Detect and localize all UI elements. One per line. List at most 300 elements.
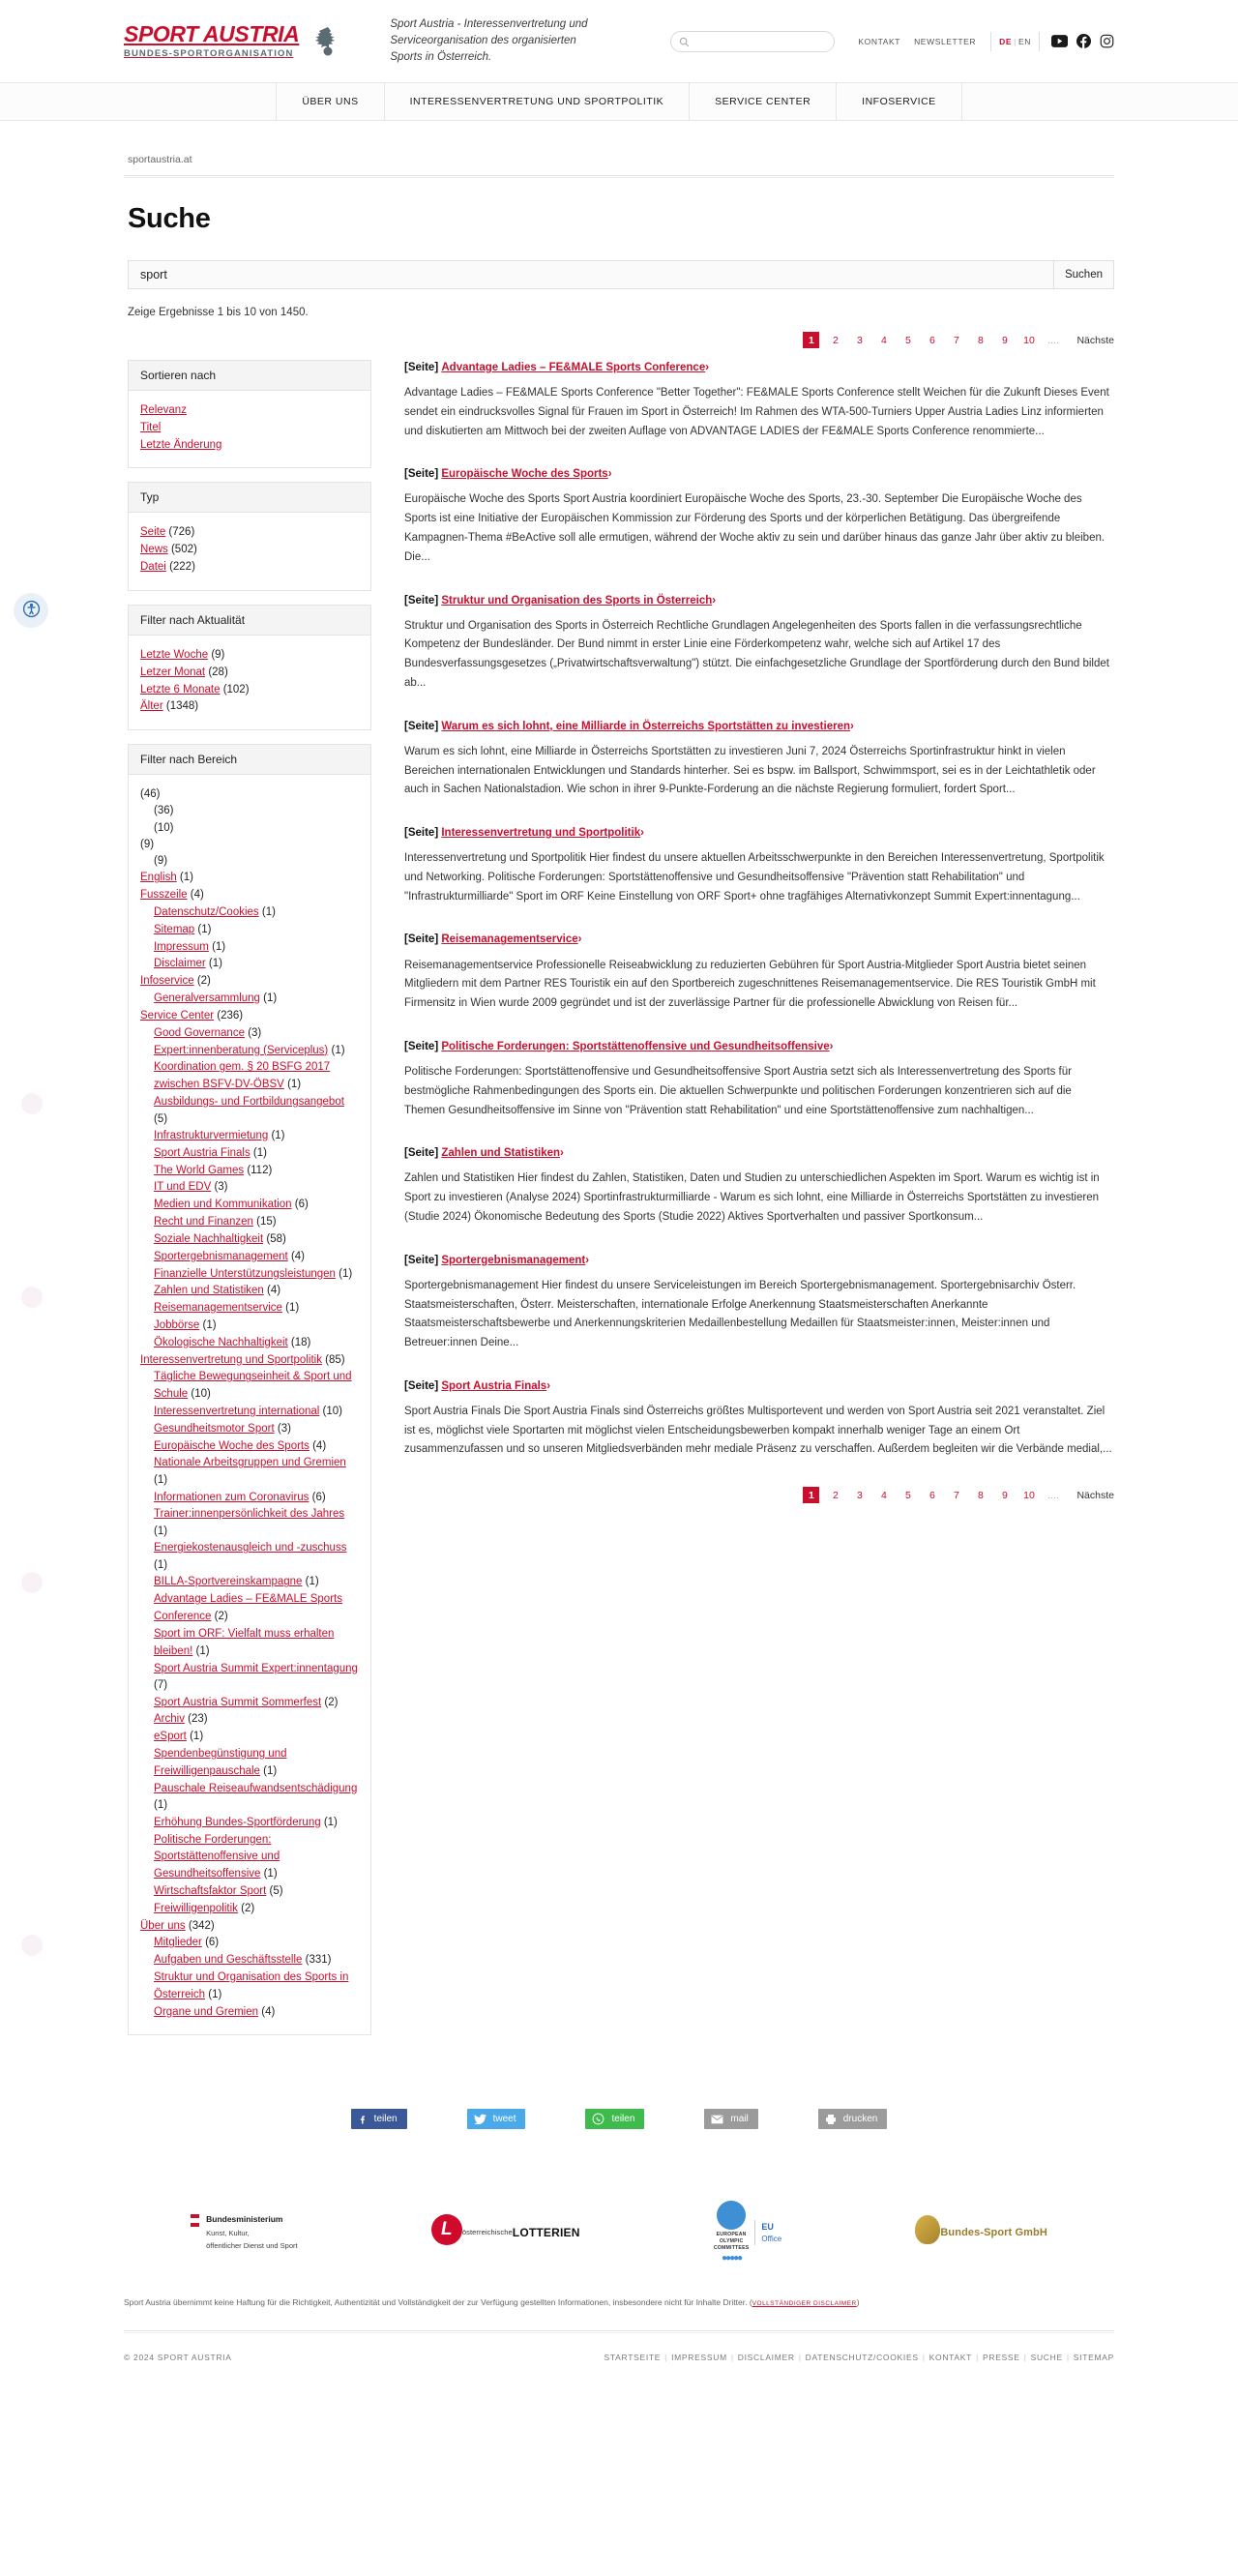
facet-count: (112) [247, 1164, 273, 1176]
divider [754, 2220, 755, 2245]
facet-item [140, 1918, 359, 1936]
facet-link[interactable]: The World Games [154, 1164, 245, 1176]
facet-item [140, 420, 359, 437]
footer-link-presse[interactable]: PRESSE [982, 2353, 1020, 2363]
facet-link[interactable]: Advantage Ladies – FE&MALE Sports Conference [154, 1593, 342, 1623]
facet-link[interactable]: Infrastrukturvermietung [154, 1130, 269, 1141]
facet-group [128, 744, 371, 2035]
facet-link[interactable]: English [140, 872, 177, 884]
disclaimer-link[interactable]: VOLLSTÄNDIGER DISCLAIMER [752, 2300, 857, 2308]
footer-link-suche[interactable]: SUCHE [1030, 2353, 1063, 2363]
facet-count: (1) [252, 1146, 267, 1159]
facet-link[interactable]: Fusszeile [140, 889, 188, 902]
share-bar [124, 2109, 1114, 2129]
page-5[interactable]: 5 [905, 1489, 911, 1501]
share-twitter-button[interactable] [467, 2109, 526, 2129]
facet-item [140, 887, 359, 904]
eoc-globe-icon [717, 2201, 746, 2230]
header-utility-bar [851, 32, 1114, 51]
facet-count: (222) [169, 561, 195, 574]
facet-item [140, 1626, 359, 1661]
facet-link[interactable]: Titel [140, 421, 162, 433]
result-title-link[interactable]: Zahlen und Statistiken [441, 1147, 561, 1160]
facet-count: (1) [212, 940, 226, 953]
facet-count: (4) [190, 889, 204, 902]
result-snippet: Advantage Ladies – FE&MALE Sports Conference "Better Together": FE&MALE Sports Conference stellt Weichen für die Zukunft Dieses Event sendet ein eindrucksvolles Signal für Frauen im Sport in Österreich! Im Rahmen des WTA-500-Turniers Upper Austria Ladies Linz informierten und diskutierten am Mittwoch bei der zweiten Auflage von ADVANTAGE LADIES der FE&MALE Sports Conference renommierte... [404, 387, 1109, 437]
facet-item [140, 1197, 359, 1214]
facet-link[interactable]: Spendenbegünstigung und Freiwilligenpauschale [154, 1748, 287, 1777]
facet-item [140, 437, 359, 455]
result-count: Zeige Ergebnisse 1 bis 10 von 1450. [128, 307, 309, 318]
chevron-right-icon: › [585, 1254, 590, 1266]
nav-item-service-center[interactable]: SERVICE CENTER [689, 83, 836, 120]
facet-count: (1) [263, 992, 278, 1005]
facet-title: Filter nach Bereich [129, 745, 370, 775]
footer-link-startseite[interactable]: STARTSEITE [604, 2353, 662, 2363]
facet-count: (1) [154, 1559, 168, 1572]
language-switcher[interactable] [999, 37, 1031, 46]
facet-link[interactable]: Generalversammlung [154, 992, 260, 1005]
facet-item [140, 956, 359, 973]
facet-item [140, 1043, 359, 1060]
disclaimer-section [0, 2296, 1238, 2309]
facet-link[interactable]: Pauschale Reiseaufwandsentschädigung [154, 1782, 358, 1794]
facet-count: (23) [188, 1713, 208, 1726]
search-input[interactable] [128, 260, 1054, 289]
accessibility-widget-button[interactable] [14, 593, 48, 628]
facet-count: (46) [140, 788, 161, 801]
divider [1039, 32, 1040, 51]
facet-item [140, 1404, 359, 1421]
facet-link[interactable]: Ökologische Nachhaltigkeit [154, 1336, 288, 1348]
facet-item [140, 1935, 359, 1952]
printer-icon [825, 2114, 837, 2125]
facet-link[interactable]: Finanzielle Unterstützungsleistungen [154, 1267, 336, 1280]
header-search-input[interactable] [690, 35, 826, 47]
site-logo[interactable] [124, 22, 347, 61]
share-facebook-button[interactable] [351, 2109, 407, 2129]
facet-count: (5) [269, 1884, 283, 1897]
divider: | [922, 2353, 926, 2363]
chevron-right-icon: › [607, 468, 612, 481]
facet-link[interactable]: Sport im ORF: Vielfalt muss erhalten bleiben! [154, 1627, 335, 1657]
facet-item [140, 1832, 359, 1883]
pagination-ellipsis: .... [1047, 334, 1059, 346]
facet-link[interactable]: Datenschutz/Cookies [154, 906, 259, 918]
partner-eu-label: EU [761, 2222, 774, 2233]
search-result-item [404, 1039, 1114, 1120]
result-title-link[interactable]: Interessenvertretung und Sportpolitik [441, 827, 641, 840]
result-title-row [404, 825, 1114, 841]
facet-count: (1) [179, 872, 193, 884]
decorative-dot [21, 1572, 43, 1593]
facet-count: (6) [294, 1199, 309, 1211]
facet-link[interactable]: Zahlen und Statistiken [154, 1285, 264, 1297]
facet-count: (1) [287, 1079, 302, 1091]
partner-line-1: österreichische [461, 2228, 513, 2237]
facet-link[interactable]: Good Governance [154, 1026, 245, 1039]
facet-link[interactable]: Trainer:innenpersönlichkeit des Jahres [154, 1508, 345, 1521]
site-header [0, 0, 1238, 82]
facet-link[interactable]: Sportergebnismanagement [154, 1250, 288, 1262]
share-label: teilen [611, 2114, 635, 2125]
facet-count: (2) [241, 1902, 255, 1914]
facet-link[interactable]: Letzte Woche [140, 648, 209, 661]
footer-link-datenschutz[interactable]: DATENSCHUTZ/COOKIES [805, 2353, 919, 2363]
facet-link[interactable]: Expert:innenberatung (Serviceplus) [154, 1044, 329, 1056]
page-7[interactable]: 7 [954, 334, 959, 346]
mail-icon [711, 2115, 723, 2124]
facet-link[interactable]: eSport [154, 1731, 187, 1743]
facet-item [140, 1266, 359, 1284]
facet-count: (1) [202, 1318, 217, 1331]
facet-count: (4) [290, 1250, 305, 1262]
facet-count: (2) [196, 975, 211, 988]
whatsapp-icon [592, 2113, 604, 2125]
facet-link[interactable]: BILLA-Sportvereinskampagne [154, 1576, 303, 1588]
facet-count: (10) [191, 1388, 211, 1401]
result-title-link[interactable]: Sportergebnismanagement [441, 1254, 586, 1266]
facet-count: (5) [154, 1112, 168, 1125]
eagle-icon [309, 22, 347, 61]
facet-item [140, 1231, 359, 1249]
accessibility-icon [22, 600, 41, 621]
facet-item [140, 922, 359, 939]
page-8[interactable]: 8 [978, 1489, 984, 1501]
page-1[interactable]: 1 [803, 1487, 819, 1503]
facet-link[interactable]: Ausbildungs- und Fortbildungsangebot [154, 1095, 344, 1108]
result-snippet: Zahlen und Statistiken Hier findest du Zahlen, Statistiken, Daten und Studien zu unterschiedlichen Aspekten im Sport. Warum es wichtig ist in Sport zu investieren (Analyse 2024) Sportinfrastrukturmilliarde - Warum es sich lohnt, eine Milliarde in Österreichs Sportstätten zu investieren (Studie 2024) Ökonomische Bedeutung des Sports (Studie 2022) Aktives Sportverhalten und passiver Sportkonsum... [404, 1172, 1100, 1223]
result-title-link[interactable]: Europäische Woche des Sports [441, 468, 608, 481]
facet-item [140, 1025, 359, 1043]
facet-link[interactable]: Recht und Finanzen [154, 1216, 253, 1229]
decorative-dot [21, 1935, 43, 1956]
page-4[interactable]: 4 [881, 334, 887, 346]
partner-eoc-eu-office[interactable] [714, 2201, 781, 2264]
pagination-next[interactable]: Nächste [1076, 1489, 1114, 1501]
partner-line-2: OLYMPIC [719, 2238, 744, 2245]
facet-link[interactable]: Infoservice [140, 975, 194, 988]
facet-link[interactable]: Erhöhung Bundes-Sportförderung [154, 1816, 321, 1828]
divider: | [798, 2353, 802, 2363]
result-title-link[interactable]: Reisemanagementservice [441, 933, 578, 946]
page-4[interactable]: 4 [881, 1489, 887, 1501]
share-label: drucken [842, 2114, 878, 2125]
facet-link[interactable]: Jobbörse [154, 1318, 200, 1331]
facet-count: (1) [154, 1799, 168, 1812]
page-6[interactable]: 6 [929, 334, 935, 346]
share-label: tweet [492, 2114, 516, 2125]
footer-link-impressum[interactable]: IMPRESSUM [671, 2353, 727, 2363]
facet-count: (3) [248, 1026, 262, 1039]
facet-item [140, 1179, 359, 1197]
nav-item-interessenvertretung[interactable]: INTERESSENVERTRETUNG UND SPORTPOLITIK [384, 83, 690, 120]
facet-count: (1) [195, 1644, 210, 1657]
page-10[interactable]: 10 [1023, 1489, 1035, 1501]
facet-items [129, 775, 370, 2034]
search-result-item [404, 466, 1114, 567]
search-result-item [404, 1378, 1114, 1460]
result-title-row [404, 1039, 1114, 1054]
page-5[interactable]: 5 [905, 334, 911, 346]
facet-item [140, 1711, 359, 1729]
facet-count: (1) [208, 1988, 222, 2000]
result-title-link[interactable]: Advantage Ladies – FE&MALE Sports Conference [441, 362, 706, 373]
facet-link[interactable]: Informationen zum Coronavirus [154, 1491, 310, 1503]
olympic-rings-icon: ●●●●● [722, 2253, 742, 2265]
facet-count: (1) [271, 1130, 285, 1141]
facet-link[interactable]: Medien und Kommunikation [154, 1199, 292, 1211]
facet-count: (1348) [165, 700, 199, 713]
facet-item [140, 1695, 359, 1712]
facet-item [140, 1506, 359, 1540]
disclaimer-close: ) [856, 2297, 860, 2308]
decorative-dot [21, 1287, 43, 1308]
partner-lotterien[interactable] [431, 2214, 580, 2250]
facet-item [140, 1369, 359, 1404]
result-title-row [404, 466, 1114, 482]
facet-group [128, 360, 371, 468]
facet-item [140, 1163, 359, 1180]
partner-line-2: LOTTERIEN [512, 2225, 580, 2239]
result-title-link[interactable]: Politische Forderungen: Sportstättenoffensive und Gesundheitsoffensive [441, 1040, 830, 1052]
result-title-row [404, 1253, 1114, 1268]
facet-item [140, 1901, 359, 1918]
result-title-link[interactable]: Sport Austria Finals [441, 1379, 547, 1392]
result-title-row [404, 1378, 1114, 1394]
facet-item [140, 1781, 359, 1815]
facet-link[interactable]: Koordination gem. § 20 BSFG 2017 zwischen BSFV-DV-ÖBSV [154, 1061, 331, 1091]
facet-link[interactable]: Soziale Nachhaltigkeit [154, 1232, 264, 1245]
facet-link[interactable]: Archiv [154, 1713, 185, 1726]
divider: | [1066, 2353, 1070, 2363]
page-3[interactable]: 3 [857, 334, 863, 346]
facet-item [140, 682, 359, 699]
facet-link[interactable]: Sport Austria Summit Sommerfest [154, 1696, 322, 1708]
facet-link[interactable]: Freiwilligenpolitik [154, 1902, 238, 1914]
partner-logos [0, 2183, 1238, 2296]
facet-item [140, 1128, 359, 1145]
facet-link[interactable]: Letzer Monat [140, 666, 206, 678]
page-8[interactable]: 8 [978, 334, 984, 346]
facet-link[interactable]: Seite [140, 526, 166, 539]
page-2[interactable]: 2 [833, 1489, 839, 1501]
facet-link[interactable]: Tägliche Bewegungseinheit & Sport und Schule [154, 1371, 352, 1401]
facet-item [140, 1815, 359, 1832]
header-link-kontakt[interactable]: KONTAKT [858, 36, 901, 46]
facet-count: (1) [208, 958, 222, 970]
site-footer [0, 2183, 1238, 2385]
page-10[interactable]: 10 [1023, 334, 1035, 346]
facet-item [140, 1094, 359, 1128]
result-title-row [404, 932, 1114, 947]
facet-item [140, 1438, 359, 1456]
facet-count: (1) [339, 1267, 353, 1280]
facet-link[interactable]: Interessenvertretung international [154, 1406, 320, 1417]
facet-link[interactable]: Sitemap [154, 923, 195, 935]
footer-link-sitemap[interactable]: SITEMAP [1073, 2353, 1114, 2363]
facet-count: (1) [285, 1302, 300, 1315]
facet-link[interactable]: Datei [140, 561, 166, 574]
footer-link-disclaimer[interactable]: DISCLAIMER [737, 2353, 795, 2363]
facet-group [128, 605, 371, 730]
lang-en[interactable]: EN [1017, 36, 1031, 46]
pagination-bottom [404, 1487, 1114, 1503]
facet-link[interactable]: Interessenvertretung und Sportpolitik [140, 1353, 322, 1366]
share-print-button[interactable] [818, 2109, 888, 2129]
social-links [1051, 34, 1114, 48]
page-1[interactable]: 1 [803, 332, 819, 348]
facet-link[interactable]: Relevanz [140, 404, 187, 416]
nav-item-infoservice[interactable]: INFOSERVICE [836, 83, 962, 120]
share-whatsapp-button[interactable] [585, 2109, 644, 2129]
facet-link[interactable]: Letzte Änderung [140, 438, 222, 451]
facet-count: (1) [190, 1731, 204, 1743]
breadcrumb[interactable]: sportaustria.at [128, 154, 192, 165]
lang-de[interactable]: DE [999, 36, 1013, 46]
partner-bundes-sport-gmbh[interactable] [915, 2215, 1046, 2249]
site-claim: Sport Austria - Interessenvertretung und Serviceorganisation des organisierten Sports in Österreich. [390, 18, 588, 63]
facet-group [128, 482, 371, 590]
result-title-row [404, 719, 1114, 734]
facet-link[interactable]: Älter [140, 700, 163, 713]
facet-sidebar [128, 360, 371, 2049]
facet-items [129, 636, 370, 729]
search-result-item [404, 932, 1114, 1013]
partner-line-2: öffentlicher Dienst und Sport [206, 2241, 298, 2251]
facet-link[interactable]: Impressum [154, 940, 209, 953]
page-6[interactable]: 6 [929, 1489, 935, 1501]
facet-item [140, 803, 359, 819]
instagram-icon[interactable] [1100, 34, 1114, 48]
pagination-ellipsis: .... [1047, 1489, 1059, 1501]
footer-link-kontakt[interactable]: KONTAKT [928, 2353, 973, 2363]
share-mail-button[interactable] [704, 2109, 757, 2129]
facet-link[interactable]: Organe und Gremien [154, 2005, 259, 2018]
facet-link[interactable]: Disclaimer [154, 958, 206, 970]
result-title-link[interactable]: Warum es sich lohnt, eine Milliarde in Österreichs Sportstätten zu investieren [441, 720, 850, 732]
facet-count: (1) [263, 1764, 278, 1777]
page-3[interactable]: 3 [857, 1489, 863, 1501]
result-type-badge: [Seite] [404, 933, 439, 946]
page-2[interactable]: 2 [833, 334, 839, 346]
facet-link[interactable]: Über uns [140, 1919, 186, 1932]
search-icon [679, 36, 690, 46]
facet-item [140, 1283, 359, 1300]
facet-link[interactable]: Sport Austria Summit Expert:innentagung [154, 1662, 358, 1674]
header-search[interactable] [670, 31, 835, 52]
facet-title: Filter nach Aktualität [129, 606, 370, 636]
header-link-newsletter[interactable]: NEWSLETTER [914, 36, 977, 46]
result-type-badge: [Seite] [404, 1379, 439, 1392]
search-submit-button[interactable]: Suchen [1054, 260, 1114, 289]
pagination-next[interactable]: Nächste [1076, 334, 1114, 346]
facet-count: (85) [325, 1353, 345, 1366]
facet-count: (1) [154, 1474, 168, 1487]
facet-count: (9) [140, 838, 155, 850]
facet-count: (15) [256, 1216, 277, 1229]
partner-name: Bundesministerium [206, 2214, 283, 2225]
page-7[interactable]: 7 [954, 1489, 959, 1501]
facet-count: (726) [168, 526, 195, 539]
facet-item [140, 647, 359, 665]
partner-bundesministerium[interactable] [191, 2212, 298, 2252]
facet-count: (3) [214, 1181, 228, 1194]
facet-items [129, 513, 370, 589]
result-snippet: Sport Austria Finals Die Sport Austria Finals sind Österreichs größtes Multisportevent und werden von Sport Austria seit 2021 veranstaltet. Ziel ist es, möglichst viele Sportarten mit möglichst vielen Entscheidungsbewerben kompakt innerhalb weniger Tage an einem Ort zusammenzufassen und so unseren Mitgliedsverbänden mehr mediale Präsenz zu verschaffen. Außerdem begleiten wir die Verbände medial,... [404, 1405, 1112, 1456]
facet-count: (1) [197, 923, 212, 935]
result-title-row [404, 360, 1114, 375]
facet-link[interactable]: Mitglieder [154, 1937, 202, 1949]
result-snippet: Europäische Woche des Sports Sport Austria koordiniert Europäische Woche des Sports, 23.-30. September Die Europäische Woche des Sports ist eine Initiative der Europäischen Kommission zur Förderung des Sports und der körperlichen Betätigung. Das übergreifende Kampagnen-Thema #BeActive soll alle ermutigen, während der Woche aktiv zu sein und darüber hinaus das ganze Jahr über aktiv zu bleiben. Die... [404, 493, 1105, 563]
austria-flag-icon [191, 2214, 199, 2227]
facet-link[interactable]: Letzte 6 Monate [140, 683, 221, 696]
facet-link[interactable]: Gesundheitsmotor Sport [154, 1422, 275, 1435]
facet-link[interactable]: News [140, 544, 168, 556]
result-type-badge: [Seite] [404, 594, 439, 607]
facet-link[interactable]: Sport Austria Finals [154, 1146, 251, 1159]
result-type-badge: [Seite] [404, 1040, 439, 1052]
chevron-right-icon: › [546, 1379, 551, 1392]
facebook-icon[interactable] [1076, 34, 1091, 48]
logo-tagline: BUNDES-SPORTORGANISATION [124, 48, 294, 59]
facet-count: (2) [324, 1696, 339, 1708]
facet-count: (10) [322, 1406, 342, 1417]
partner-name: Bundes-Sport GmbH [940, 2226, 1047, 2238]
facet-count: (1) [261, 906, 276, 918]
facet-item [140, 1145, 359, 1163]
facet-link[interactable]: Reisemanagementservice [154, 1302, 282, 1315]
facet-link[interactable]: Wirtschaftsfaktor Sport [154, 1884, 267, 1897]
facet-item [140, 973, 359, 991]
facet-title: Sortieren nach [129, 361, 370, 391]
chevron-right-icon: › [560, 1147, 564, 1160]
facet-count: (36) [154, 805, 174, 817]
facet-link[interactable]: Nationale Arbeitsgruppen und Gremien [154, 1457, 346, 1469]
facet-count: (3) [277, 1422, 291, 1435]
facet-item [140, 786, 359, 803]
page-9[interactable]: 9 [1002, 334, 1008, 346]
search-result-item [404, 825, 1114, 906]
facet-link[interactable]: IT und EDV [154, 1181, 212, 1194]
result-title-row [404, 593, 1114, 608]
result-type-badge: [Seite] [404, 362, 439, 373]
nav-item-ueber-uns[interactable]: ÜBER UNS [276, 83, 383, 120]
facet-link[interactable]: Aufgaben und Geschäftsstelle [154, 1954, 303, 1967]
chevron-right-icon: › [705, 362, 710, 373]
facet-item [140, 542, 359, 559]
facet-count: (6) [311, 1491, 326, 1503]
facet-item [140, 1574, 359, 1591]
facet-link[interactable]: Struktur und Organisation des Sports in Österreich [154, 1971, 349, 2000]
facet-count: (4) [312, 1439, 327, 1452]
facet-link[interactable]: Energiekostenausgleich und -zuschuss [154, 1542, 347, 1554]
facet-link[interactable]: Service Center [140, 1009, 215, 1022]
bundes-sport-mark-icon [915, 2215, 940, 2244]
chevron-right-icon: › [577, 933, 582, 946]
search-result-item [404, 593, 1114, 694]
result-title-link[interactable]: Struktur und Organisation des Sports in Österreich [441, 594, 713, 607]
page-9[interactable]: 9 [1002, 1489, 1008, 1501]
search-results [391, 360, 1114, 1513]
facet-link[interactable]: Politische Forderungen: Sportstättenoffensive und Gesundheitsoffensive [154, 1833, 280, 1880]
facet-count: (331) [305, 1954, 332, 1967]
divider [124, 175, 1114, 178]
facet-item [140, 1059, 359, 1094]
youtube-icon[interactable] [1051, 35, 1068, 47]
facet-item [140, 524, 359, 542]
facet-link[interactable]: Europäische Woche des Sports [154, 1439, 310, 1452]
